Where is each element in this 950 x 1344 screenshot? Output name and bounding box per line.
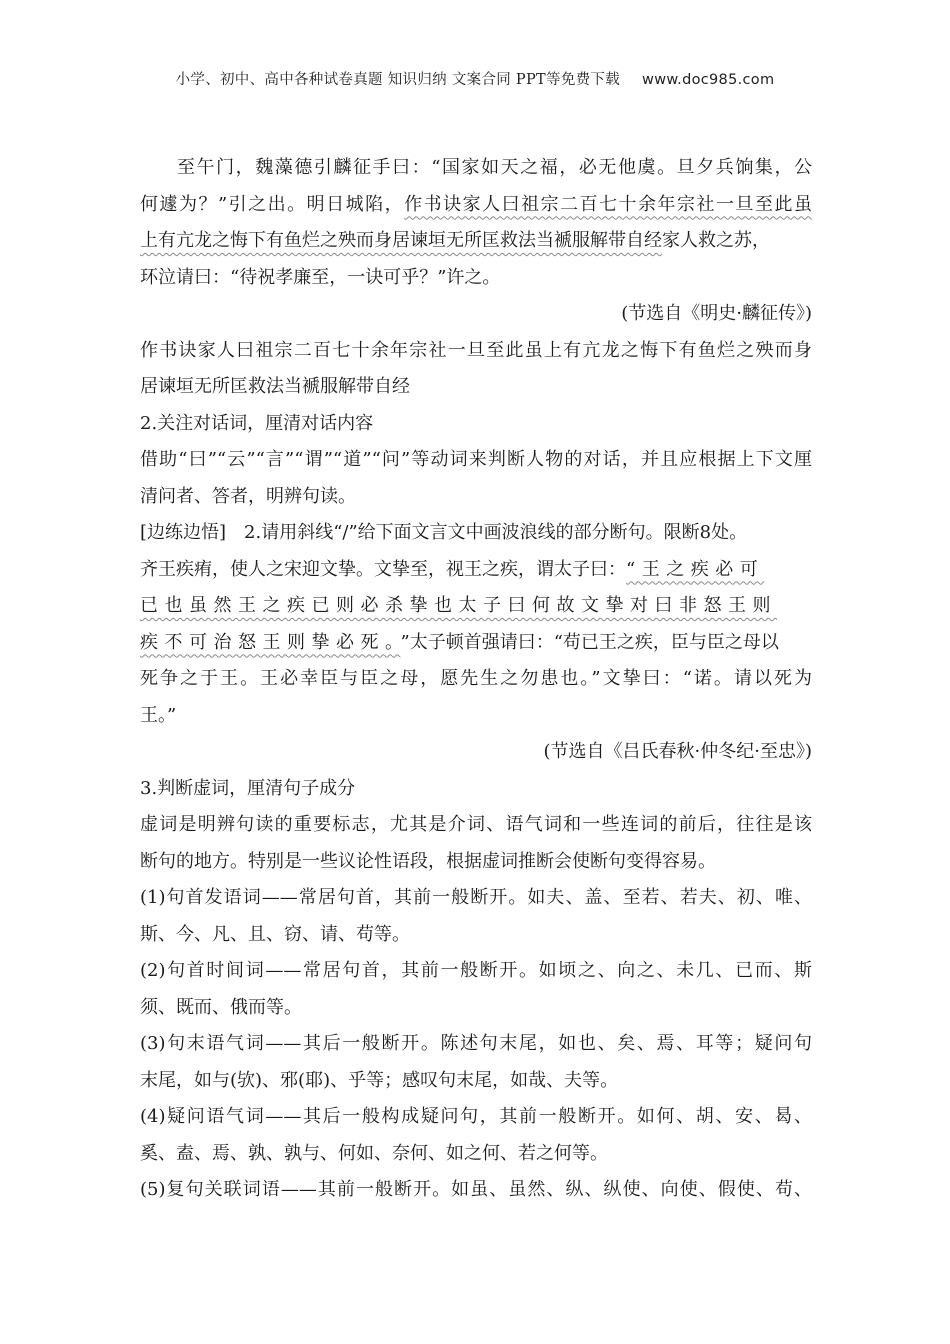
wavy-underlined-text: 疾不可治怒王则挚必死。 [140, 631, 401, 653]
item3-line-2: 末尾，如与(欤)、邪(耶)、乎等；感叹句末尾，如哉、夫等。 [140, 1069, 619, 1091]
section2-title: 2.关注对话词，厘清对话内容 [140, 412, 374, 434]
practice-text: ”太子顿首强请曰：“苟已王之疾，臣与臣之母以 [400, 631, 779, 653]
wavy-underlined-text: 作书诀家人曰祖宗二百七十余年宗社一旦至此虽 [404, 193, 812, 215]
passage1-text: 何遽为？”引之出。明日城陷， [140, 193, 405, 215]
header-site-link[interactable]: www.doc985.com [642, 72, 775, 88]
passage1-line-1: 至午门，魏藻德引麟征手曰：“国家如天之福，必无他虞。旦夕兵饷集，公 [177, 157, 812, 178]
practice-line-3 [140, 625, 812, 662]
practice-text: 齐王疾痏，使人之宋迎文挚。文挚至，视王之疾，谓太子曰： [140, 558, 626, 580]
passage1-line-2 [140, 187, 812, 224]
wavy-underlined-text: “王之疾必可 [626, 558, 765, 580]
practice-line-2 [140, 588, 812, 625]
section2-line-2: 清问者、答者，明辨句读。 [140, 485, 356, 507]
practice-line-4: 死争之于王。王必幸臣与臣之母，愿先生之勿患也。”文挚曰：“诺。请以死为 [140, 668, 812, 689]
item4-line-2: 奚、盍、焉、孰、孰与、何如、奈何、如之何、若之何等。 [140, 1142, 608, 1164]
item1-line-1: (1)句首发语词——常居句首，其前一般断开。如夫、盖、至若、若夫、初、唯、 [140, 887, 812, 908]
practice-source: (节选自《吕氏春秋·仲冬纪·至忠》) [543, 741, 812, 762]
answer1-line-1: 作书诀家人曰祖宗二百七十余年宗社一旦至此虽上有亢龙之悔下有鱼烂之殃而身 [140, 339, 812, 361]
item2-line-1: (2)句首时间词——常居句首，其前一般断开。如顷之、向之、未几、已而、斯 [140, 960, 812, 981]
practice-line-1 [140, 552, 812, 589]
answer1-line-2: 居谏垣无所匡救法当褫服解带自经 [140, 376, 410, 397]
practice-line-5: 王。” [140, 704, 177, 726]
section3-line-2: 断句的地方。特别是一些议论性语段，根据虚词推断会使断句变得容易。 [140, 850, 716, 872]
item1-line-2: 斯、今、凡、且、窃、请、苟等。 [140, 923, 410, 945]
item5-line-1: (5)复句关联词语——其前一般断开。如虽、虽然、纵、纵使、向使、假使、苟、 [140, 1179, 812, 1200]
page-header [0, 68, 950, 89]
section3-title: 3.判断虚词，厘清句子成分 [140, 777, 356, 799]
passage1-line-3 [140, 223, 812, 260]
wavy-underlined-text: 已也虽然王之疾已则必杀挚也太子曰何故文挚对曰非怒王则 [140, 595, 777, 616]
wavy-underlined-text: 上有亢龙之悔下有鱼烂之殃而身居谏垣无所匡救法当褫服解带自经 [140, 230, 662, 251]
passage1-line-4: 环泣请曰：“待祝孝廉至，一诀可乎？”许之。 [140, 266, 501, 288]
header-text: 小学、初中、高中各种试卷真题 知识归纳 文案合同 PPT等免费下载 [175, 72, 621, 88]
passage1-text: 家人救之苏， [662, 230, 770, 251]
practice-instruction: [边练边悟] 2.请用斜线“/”给下面文言文中画波浪线的部分断句。限断8处。 [140, 522, 748, 543]
item2-line-2: 须、既而、俄而等。 [140, 996, 302, 1018]
document-body [140, 150, 812, 1209]
passage1-source: (节选自《明史·麟征传》) [621, 303, 812, 324]
item4-line-1: (4)疑问语气词——其后一般构成疑问句，其前一般断开。如何、胡、安、曷、 [140, 1106, 812, 1127]
section3-line-1: 虚词是明辨句读的重要标志，尤其是介词、语气词和一些连词的前后，往往是该 [140, 814, 812, 835]
item3-line-1: (3)句末语气词——其后一般断开。陈述句末尾，如也、矣、焉、耳等；疑问句 [140, 1033, 812, 1054]
section2-line-1: 借助“曰”“云”“言”“谓”“道”“问”等动词来判断人物的对话，并且应根据上下文厘 [140, 449, 812, 470]
